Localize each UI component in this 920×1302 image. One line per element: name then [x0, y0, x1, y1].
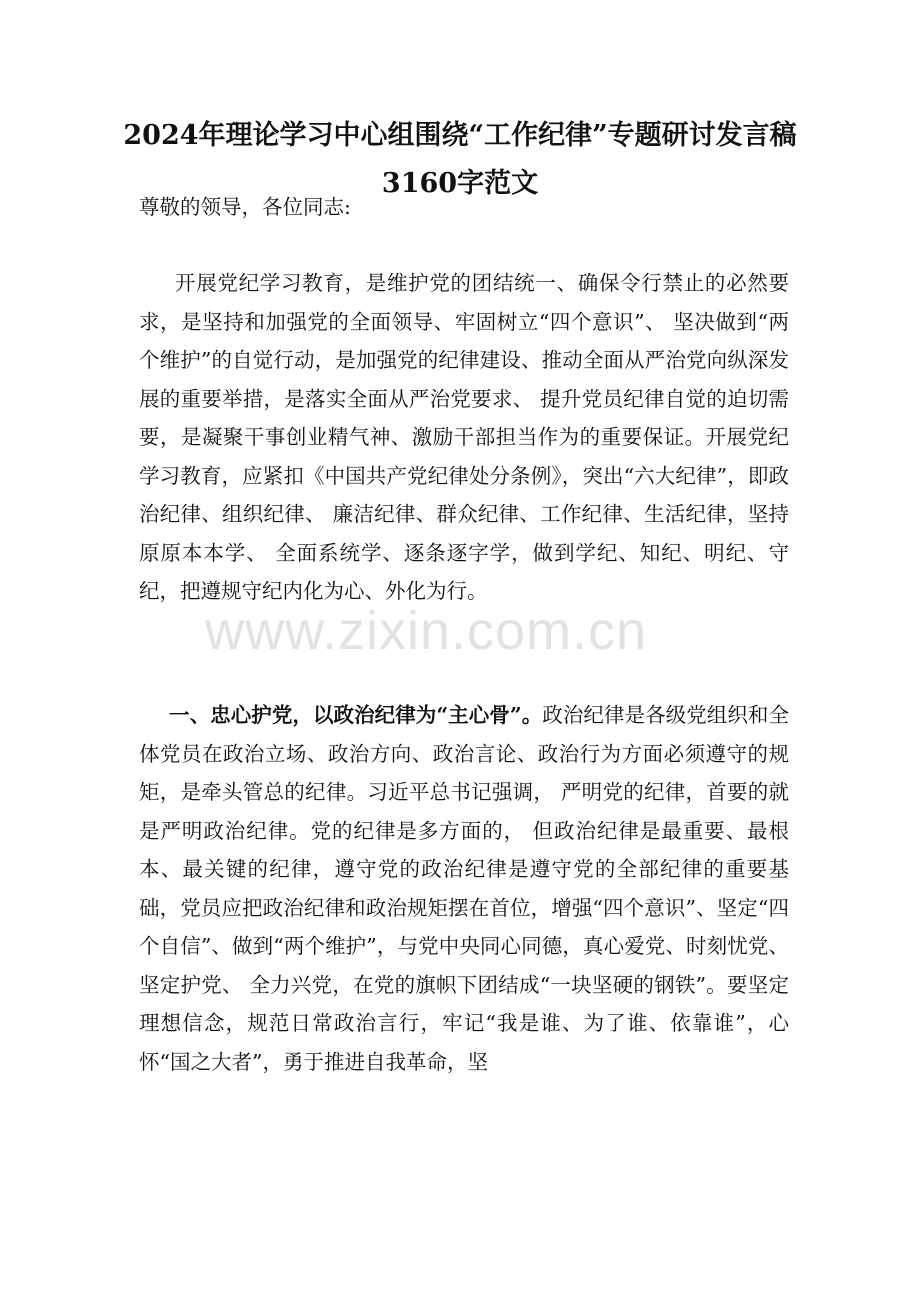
- paragraph-section-1: [139, 696, 789, 1081]
- paragraph-intro: 开展党纪学习教育，是维护党的团结统一、确保令行禁止的必然要求，是坚持和加强党的全面领导、牢固树立“四个意识”、 坚决做到“两个维护”的自觉行动，是加强党的纪律建设、推动全面从严治党向纵深发展的重要举措，是落实全面从严治党要求、 提升党员纪律自觉的迫切需要，是凝聚干事创业精气神、激励干部担当作为的重要保证。开展党纪学习教育，应紧扣《中国共产党纪律处分条例》，突出“六大纪律”，即政治纪律、组织纪律、 廉洁纪律、群众纪律、工作纪律、生活纪律，坚持原原本本学、 全面系统学、逐条逐字学，做到学纪、知纪、明纪、守纪，把遵规守纪内化为心、外化为行。: [139, 271, 789, 603]
- section-1-text: 政治纪律是各级党组织和全体党员在政治立场、政治方向、政治言论、政治行为方面必须遵守的规矩，是牵头管总的纪律。习近平总书记强调， 严明党的纪律，首要的就是严明政治纪律。党的纪律是多方面的， 但政治纪律是最重要、最根本、最关键的纪律，遵守党的政治纪律是遵守党的全部纪律的重要基础，党员应把政治纪律和政治规矩摆在首位，增强“四个意识”、坚定“四个自信”、做到“两个维护”，与党中央同心同德，真心爱党、时刻忧党、坚定护党、 全力兴党，在党的旗帜下团结成“一块坚硬的钢铁”。要坚定理想信念，规范日常政治言行，牢记“我是谁、为了谁、依靠谁”，心怀“国之大者”，勇于推进自我革命，坚: [139, 703, 789, 1074]
- watermark: www.zixin.com.cn: [205, 601, 648, 661]
- section-1-heading: 一、忠心护党，以政治纪律为“主心骨”。: [169, 703, 543, 727]
- document-title: 2024年理论学习中心组围绕“工作纪律”专题研讨发言稿3160字范文: [123, 120, 797, 199]
- greeting: 尊敬的领导，各位同志:: [139, 195, 351, 219]
